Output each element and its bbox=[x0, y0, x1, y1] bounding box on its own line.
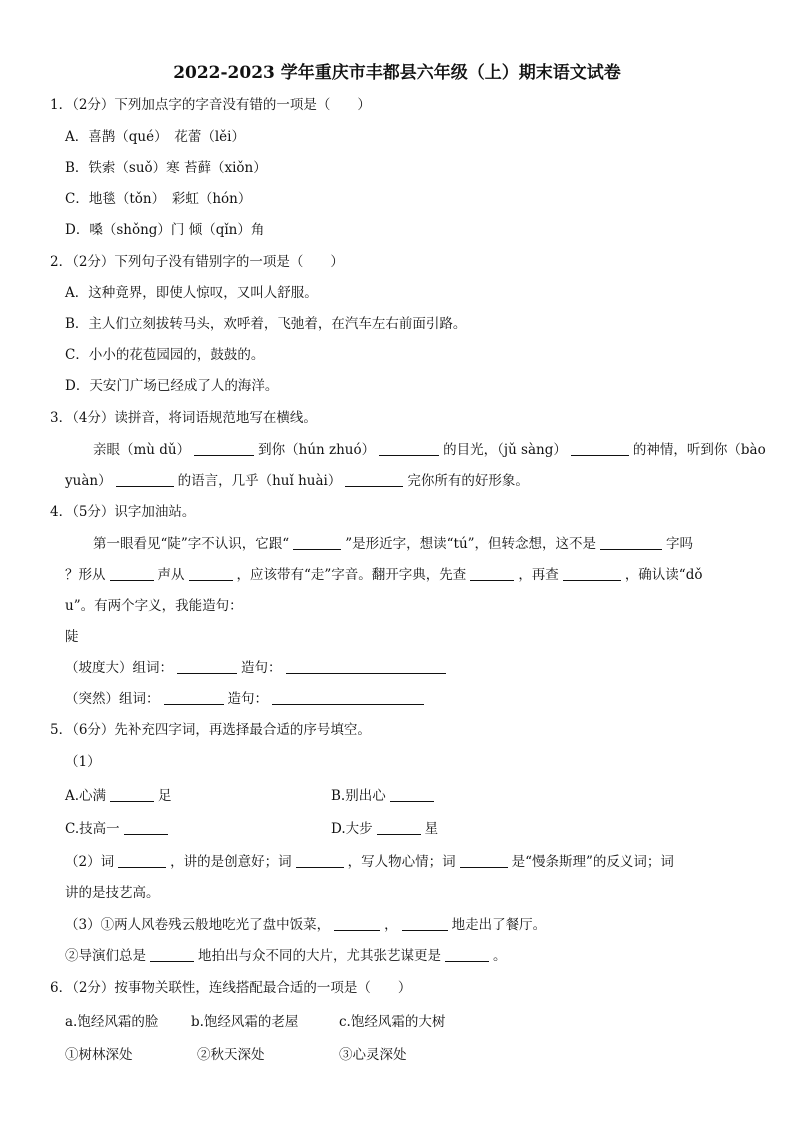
q5-text: ， bbox=[384, 917, 398, 933]
q3-text: yuàn） bbox=[65, 473, 112, 489]
q2-option-c: C．小小的花苞园园的，鼓鼓的。 bbox=[65, 347, 265, 363]
q6-item-b: b.饱经风霜的老屋 bbox=[191, 1014, 299, 1030]
answer-blank[interactable] bbox=[286, 659, 446, 674]
q4-meaning-1 bbox=[65, 659, 450, 677]
q4-text: ，再查 bbox=[518, 567, 559, 583]
q5-part-2 bbox=[65, 853, 674, 871]
q5-text: 地拍出与众不同的大片，尤其张艺谋更是 bbox=[198, 948, 441, 964]
q2-option-a: A．这种竟界，即使人惊叹，又叫人舒服。 bbox=[65, 285, 318, 301]
q2-option-d: D．天安门广场已经成了人的海洋。 bbox=[65, 378, 279, 394]
answer-blank[interactable] bbox=[189, 566, 233, 581]
q5-text: ，讲的是创意好；词 bbox=[170, 854, 292, 870]
answer-blank[interactable] bbox=[470, 566, 514, 581]
q4-text: 造句： bbox=[227, 691, 268, 707]
answer-blank[interactable] bbox=[124, 820, 168, 835]
q6-stem: 6．（2分）按事物关联性，连线搭配最合适的一项是（ ） bbox=[50, 980, 412, 996]
answer-blank[interactable] bbox=[402, 916, 448, 931]
q6-item-c: c.饱经风霜的大树 bbox=[339, 1014, 446, 1030]
q4-text: ，确认读“dǒ bbox=[624, 567, 703, 583]
answer-blank[interactable] bbox=[164, 690, 224, 705]
q5-text: A.心满 bbox=[65, 788, 107, 804]
answer-blank[interactable] bbox=[377, 820, 421, 835]
q4-line-2 bbox=[65, 566, 702, 584]
q3-text: 到你（hún zhuó） bbox=[258, 442, 376, 458]
q4-text: ”是形近字，想读“tú”，但转念想，这不是 bbox=[345, 536, 597, 552]
q3-text: 完你所有的好形象。 bbox=[407, 473, 529, 489]
answer-blank[interactable] bbox=[379, 441, 439, 456]
answer-blank[interactable] bbox=[296, 853, 344, 868]
q4-text: 字吗 bbox=[666, 536, 694, 552]
q6-item-a: a.饱经风霜的脸 bbox=[65, 1014, 159, 1030]
q5-text: C.技高一 bbox=[65, 821, 120, 837]
answer-blank[interactable] bbox=[445, 947, 489, 962]
q4-text: （突然）组词： bbox=[65, 691, 160, 707]
q4-text: 声从 bbox=[157, 567, 185, 583]
answer-blank[interactable] bbox=[118, 853, 166, 868]
q5-text: ②导演们总是 bbox=[65, 948, 146, 964]
q1-option-a: A．喜鹊（qué） 花蕾（lěi） bbox=[65, 129, 245, 145]
page-title: 2022-2023 学年重庆市丰都县六年级（上）期末语文试卷 bbox=[173, 63, 621, 83]
q6-option-1: ①树林深处 bbox=[65, 1047, 133, 1063]
q5-text: 。 bbox=[493, 948, 507, 964]
answer-blank[interactable] bbox=[110, 787, 154, 802]
q5-option-a bbox=[65, 787, 172, 805]
q5-text: 足 bbox=[158, 788, 172, 804]
q5-text: ，写人物心情；词 bbox=[347, 854, 456, 870]
q1-option-d: D．嗓（shǒng）门 倾（qǐn）角 bbox=[65, 222, 265, 238]
q4-text: ？形从 bbox=[65, 567, 106, 583]
q4-text: ，应该带有“走”字音。翻开字典，先查 bbox=[236, 567, 467, 583]
q3-text: 亲眼（mù dǔ） bbox=[93, 442, 191, 458]
q5-text: （2）词 bbox=[65, 854, 115, 870]
q5-text: B.别出心 bbox=[331, 788, 386, 804]
q4-char: 陡 bbox=[65, 629, 79, 645]
q6-option-2: ②秋天深处 bbox=[197, 1047, 265, 1063]
q3-line-2 bbox=[65, 472, 529, 490]
answer-blank[interactable] bbox=[150, 947, 194, 962]
q3-stem: 3．（4分）读拼音，将词语规范地写在横线。 bbox=[50, 410, 317, 426]
answer-blank[interactable] bbox=[293, 535, 341, 550]
answer-blank[interactable] bbox=[390, 787, 434, 802]
q3-text: 的目光，（jǔ sàng） bbox=[443, 442, 567, 458]
q5-text: 星 bbox=[424, 821, 439, 837]
q5-part-1: （1） bbox=[65, 754, 101, 770]
q2-stem: 2．（2分）下列句子没有错别字的一项是（ ） bbox=[50, 254, 344, 270]
answer-blank[interactable] bbox=[460, 853, 508, 868]
q5-stem: 5．（6分）先补充四字词，再选择最合适的序号填空。 bbox=[50, 722, 371, 738]
answer-blank[interactable] bbox=[194, 441, 254, 456]
q6-option-3: ③心灵深处 bbox=[339, 1047, 407, 1063]
answer-blank[interactable] bbox=[600, 535, 662, 550]
q1-option-b: B．铁索（suǒ）寒 苔藓（xiǒn） bbox=[65, 160, 267, 176]
q4-line-3: u”。有两个字义，我能造句： bbox=[65, 598, 243, 614]
answer-blank[interactable] bbox=[571, 441, 629, 456]
q2-option-b: B．主人们立刻拔转马头，欢呼着，飞弛着，在汽车左右前面引路。 bbox=[65, 316, 467, 332]
q4-stem: 4．（5分）识字加油站。 bbox=[50, 504, 196, 520]
q4-text: 第一眼看见“陡”字不认识，它跟“ bbox=[93, 536, 290, 552]
answer-blank[interactable] bbox=[563, 566, 621, 581]
q5-part-2-cont: 讲的是技艺高。 bbox=[65, 885, 160, 901]
q3-text: 的语言，几乎（huǐ huài） bbox=[177, 473, 342, 489]
answer-blank[interactable] bbox=[334, 916, 380, 931]
answer-blank[interactable] bbox=[345, 472, 403, 487]
q3-text: 的神情，听到你（bào bbox=[632, 442, 766, 458]
q5-text: D.大步 bbox=[331, 821, 373, 837]
answer-blank[interactable] bbox=[116, 472, 174, 487]
q1-stem: 1．（2分）下列加点字的字音没有错的一项是（ ） bbox=[50, 97, 371, 113]
q3-line-1 bbox=[93, 441, 766, 459]
answer-blank[interactable] bbox=[272, 690, 424, 705]
q5-option-c bbox=[65, 820, 172, 838]
q4-line-1 bbox=[93, 535, 693, 553]
q5-part-3-2 bbox=[65, 947, 507, 965]
q5-text: 地走出了餐厅。 bbox=[451, 917, 547, 933]
answer-blank[interactable] bbox=[177, 659, 237, 674]
q1-option-c: C．地毯（tǒn） 彩虹（hón） bbox=[65, 191, 252, 207]
q5-option-b bbox=[331, 787, 438, 805]
q5-text: 是“慢条斯理”的反义词；词 bbox=[511, 854, 674, 870]
q4-text: 造句： bbox=[241, 660, 282, 676]
q5-option-d bbox=[331, 820, 438, 838]
q4-meaning-2 bbox=[65, 690, 428, 708]
q5-part-3-1 bbox=[65, 916, 546, 934]
q5-text: （3）①两人风卷残云般地吃光了盘中饭菜， bbox=[65, 917, 331, 933]
answer-blank[interactable] bbox=[110, 566, 154, 581]
q4-text: （坡度大）组词： bbox=[65, 660, 173, 676]
